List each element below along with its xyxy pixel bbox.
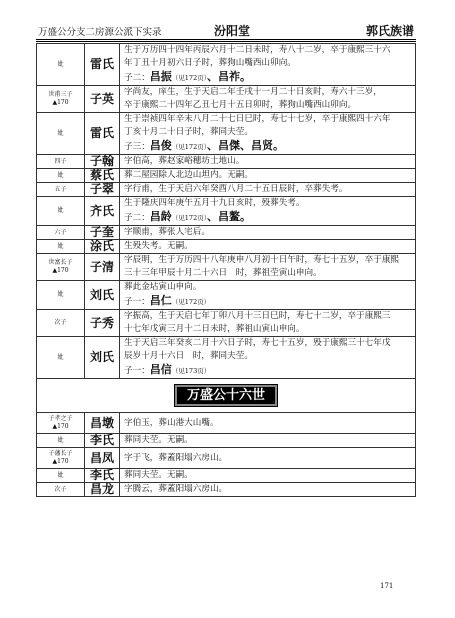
- person-row: [37, 169, 416, 183]
- biography-line: 生于万历四十四年丙辰六月十二日未时，寿八十二岁，卒于康熙三十六: [124, 45, 391, 55]
- biography-cell: [120, 310, 416, 337]
- biography-line: 字于飞，葬蓋阳塌六房山。: [124, 452, 228, 463]
- genealogy-table: [36, 43, 416, 497]
- relation-cell: [37, 469, 85, 483]
- biography-line: 葬二屋园除人北边山坦内。无嗣。: [124, 170, 253, 180]
- relation-label: 四子: [54, 157, 67, 165]
- biography-line: 字腾云，葬蓋阳塌六房山。: [124, 484, 228, 494]
- generation-heading-row: [37, 379, 416, 413]
- person-name: 昌凤: [85, 448, 120, 469]
- person-row: [37, 413, 416, 434]
- person-row: [37, 310, 416, 337]
- relation-cell: [37, 434, 85, 448]
- person-row: [37, 337, 416, 379]
- page-reference: ▲170: [52, 267, 69, 274]
- biography-line: 年丁丑十月初六日子时，葬狗山嘴西山卯向。: [124, 58, 296, 68]
- biography-line: 字尚友，庠生，生于天启二年壬戌十一月二十日亥时，寿六十三岁，: [124, 87, 382, 97]
- page-header: [38, 22, 414, 38]
- relation-cell: [37, 483, 85, 497]
- relation-cell: [37, 254, 85, 281]
- biography-line: 生于隆庆四年庚午五月十九日亥时，殁葬失考。: [124, 198, 305, 208]
- child-names-rest: 、昌祚。: [206, 70, 251, 83]
- biography-cell: [120, 413, 416, 434]
- biography-line: 字振高，生于天启七年丁卯八月十三日巳时，寿七十二岁，卒于康熙三: [124, 311, 391, 321]
- child-name-linked: 昌振: [149, 70, 172, 83]
- biography-line: 辰岁十月十六日 时，葬同夫茔。: [124, 351, 253, 361]
- relation-cell: [37, 226, 85, 240]
- relation-label: 六子: [54, 228, 67, 236]
- biography-cell: [120, 337, 416, 379]
- relation-cell: [37, 281, 85, 310]
- relation-label: 子藩长子: [48, 450, 73, 457]
- child-names-rest: 、昌鳌。: [206, 210, 251, 223]
- biography-line: 生殁失考。无嗣。: [124, 241, 193, 251]
- person-name: 昌龙: [85, 483, 120, 497]
- relation-cell: [37, 155, 85, 169]
- relation-cell: [37, 113, 85, 155]
- generation-heading-cell: [37, 379, 416, 413]
- person-name: 涂氏: [85, 240, 120, 254]
- person-name: 刘氏: [85, 281, 120, 310]
- children-prefix: 子一：: [124, 366, 150, 376]
- relation-label: 子孝之子: [48, 415, 73, 422]
- person-row: [37, 240, 416, 254]
- generation-heading: 万盛公十六世: [175, 385, 277, 406]
- relation-label: 次子: [54, 485, 67, 493]
- relation-label: 次子: [54, 319, 67, 326]
- header-rule-thin: [36, 41, 416, 42]
- biography-cell: [120, 240, 416, 254]
- biography-line: 字行甫，生于天启六年癸酉八月二十五日辰时，卒葬失考。: [124, 184, 348, 194]
- biography-line: 生于崇祯四年辛未八月二十七日巳时，寿七十七岁，卒于康熙四十六年: [124, 114, 391, 124]
- biography-line: 十七年戊寅三月十二日未时，葬祖山寅山申向。: [124, 324, 305, 334]
- relation-label: 妣: [57, 171, 64, 179]
- relation-label: 妣: [57, 242, 64, 250]
- person-row: [37, 183, 416, 197]
- child-page-note: （见173页）: [171, 367, 211, 375]
- child-name-linked: 昌俊: [149, 139, 172, 152]
- page-reference: ▲170: [52, 99, 69, 106]
- relation-cell: [37, 44, 85, 86]
- person-row: [37, 44, 416, 86]
- children-prefix: 子一：: [124, 297, 150, 307]
- person-row: [37, 86, 416, 113]
- person-name: 子英: [85, 86, 120, 113]
- biography-line: 字辰明，生于万历四十八年庚申八月初十日午时，寿七十五岁，卒于康熙: [124, 255, 400, 265]
- biography-cell: [120, 469, 416, 483]
- relation-cell: [37, 448, 85, 469]
- biography-line: 字伯玉，葬山港大山嘴。: [124, 417, 219, 428]
- biography-cell: [120, 197, 416, 226]
- relation-label: 妣: [57, 207, 64, 214]
- children-line: [124, 210, 411, 225]
- biography-cell: [120, 434, 416, 448]
- person-name: 李氏: [85, 434, 120, 448]
- relation-cell: [37, 310, 85, 337]
- person-name: 李氏: [85, 469, 120, 483]
- relation-label: 妣: [57, 436, 64, 444]
- relation-label: 五子: [54, 185, 67, 193]
- person-row: [37, 483, 416, 497]
- relation-cell: [37, 86, 85, 113]
- person-row: [37, 434, 416, 448]
- biography-cell: [120, 113, 416, 155]
- biography-cell: [120, 254, 416, 281]
- person-row: [37, 155, 416, 169]
- biography-cell: [120, 169, 416, 183]
- relation-cell: [37, 240, 85, 254]
- header-rule: [36, 39, 416, 40]
- child-name-linked: 昌龄: [149, 210, 172, 223]
- children-prefix: 子三：: [124, 142, 150, 152]
- biography-line: 葬同夫茔。无嗣。: [124, 470, 193, 480]
- relation-label: 妣: [57, 353, 64, 361]
- person-row: [37, 254, 416, 281]
- relation-label: 妣: [57, 471, 64, 479]
- biography-line: 葬同夫茔。无嗣。: [124, 435, 193, 445]
- biography-cell: [120, 155, 416, 169]
- relation-label: 妣: [57, 291, 64, 298]
- person-name: 子秀: [85, 310, 120, 337]
- person-name: 雷氏: [85, 113, 120, 155]
- child-name-linked: 昌仁: [149, 294, 172, 307]
- biography-line: 卒于康熙二十四年乙丑七月十五日卯时，葬狗山嘴西山卯向。: [124, 100, 357, 110]
- children-prefix: 子二：: [124, 73, 150, 83]
- biography-line: 字伯高，葬赵家峪穗坊土地山。: [124, 156, 245, 166]
- child-page-note: （见172页）: [171, 214, 207, 222]
- page-number: 171: [380, 582, 394, 590]
- relation-cell: [37, 413, 85, 434]
- relation-cell: [37, 183, 85, 197]
- children-prefix: 子二：: [124, 213, 150, 223]
- biography-cell: [120, 483, 416, 497]
- person-row: [37, 197, 416, 226]
- child-name-linked: 昌信: [149, 363, 172, 376]
- biography-cell: [120, 44, 416, 86]
- person-name: 子翠: [85, 183, 120, 197]
- person-name: 雷氏: [85, 44, 120, 86]
- relation-cell: [37, 337, 85, 379]
- biography-line: 字顺甫，葬张人宅后。: [124, 227, 210, 237]
- child-page-note: （见172页）: [171, 298, 211, 306]
- relation-label: 世甫三子: [48, 91, 73, 98]
- biography-line: 三十三年甲辰十月二十六日 时，葬祖茔寅山申向。: [124, 268, 322, 278]
- relation-cell: [37, 197, 85, 226]
- biography-cell: [120, 226, 416, 240]
- biography-cell: [120, 281, 416, 310]
- children-line: [124, 139, 411, 154]
- relation-label: 妣: [57, 129, 64, 137]
- children-line: [124, 363, 411, 378]
- hall-name: 汾阳堂: [214, 24, 251, 38]
- biography-cell: [120, 448, 416, 469]
- relation-cell: [37, 169, 85, 183]
- page-reference: ▲170: [52, 458, 69, 465]
- book-section-title: 万盛公分支二房源公派下实录: [38, 27, 162, 38]
- children-line: [124, 70, 411, 85]
- person-row: [37, 226, 416, 240]
- person-name: 昌墩: [85, 413, 120, 434]
- child-page-note: （见172页）: [171, 74, 207, 82]
- person-row: [37, 469, 416, 483]
- person-name: 子清: [85, 254, 120, 281]
- biography-line: 生于天启三年癸亥二月十六日子时，寿七十五岁，殁于康熙三十七年戊: [124, 338, 391, 348]
- person-name: 刘氏: [85, 337, 120, 379]
- biography-cell: [120, 86, 416, 113]
- page-reference: ▲170: [52, 423, 69, 430]
- child-names-rest: 、昌傑、昌贤。: [206, 139, 284, 152]
- biography-cell: [120, 183, 416, 197]
- biography-line: 葬此金坫寅山申向。: [124, 282, 202, 292]
- relation-label: 世富长子: [48, 259, 73, 266]
- person-name: 蔡氏: [85, 169, 120, 183]
- person-row: [37, 113, 416, 155]
- person-name: 齐氏: [85, 197, 120, 226]
- children-line: [124, 294, 411, 309]
- person-name: 子奎: [85, 226, 120, 240]
- book-title: 郭氏族谱: [365, 24, 414, 38]
- person-name: 子翰: [85, 155, 120, 169]
- child-page-note: （见172页）: [171, 143, 207, 151]
- person-row: [37, 281, 416, 310]
- relation-label: 妣: [57, 60, 64, 68]
- person-row: [37, 448, 416, 469]
- biography-line: 丁亥十月二十日子时，葬同夫茔。: [124, 127, 253, 137]
